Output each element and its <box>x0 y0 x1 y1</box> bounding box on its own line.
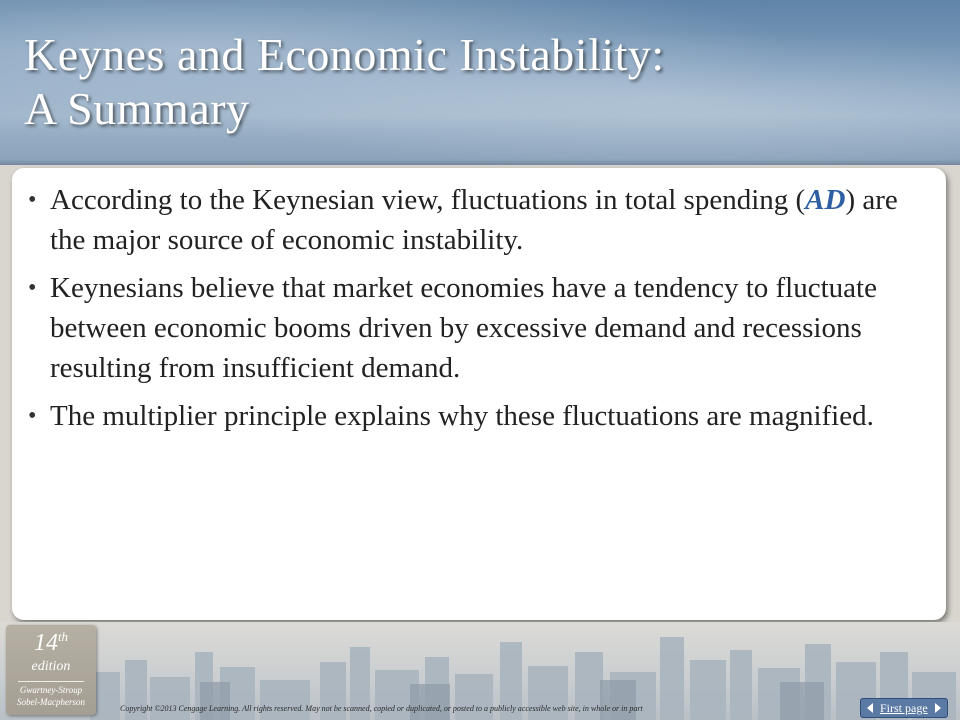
bullet-text: The multiplier principle explains why these fluctuations are magnified. <box>50 400 874 432</box>
first-page-label[interactable]: First page <box>880 700 928 715</box>
bullet-item <box>28 180 932 260</box>
content-panel <box>12 168 946 620</box>
bullet-text: ) are the major source of economic instability. <box>50 184 898 256</box>
title-banner <box>0 0 960 165</box>
bullet-item <box>28 396 932 436</box>
edition-badge <box>6 625 96 715</box>
title-line-2: A Summary <box>24 83 250 134</box>
bullet-list <box>12 168 946 436</box>
first-page-button[interactable] <box>860 698 948 718</box>
bullet-marker: • <box>28 403 37 429</box>
title-line-1: Keynes and Economic Instability: <box>24 29 665 80</box>
author-line-1: Gwartney-Stroup <box>19 685 83 695</box>
authors <box>6 684 96 708</box>
copyright-notice: Copyright ©2013 Cengage Learning. All rights reserved. May not be scanned, copied or duplicated, or posted to a publicly accessible web site, in whole or in part <box>120 704 643 713</box>
back-arrow-icon[interactable] <box>864 701 878 715</box>
edition-number <box>6 629 96 657</box>
bullet-item <box>28 268 932 388</box>
bullet-text: According to the Keynesian view, fluctuations in total spending ( <box>50 184 806 216</box>
bullet-marker: • <box>28 187 37 213</box>
ad-emphasis: AD <box>805 184 846 216</box>
bullet-marker: • <box>28 275 37 301</box>
forward-arrow-icon[interactable] <box>930 701 944 715</box>
bullet-text: Keynesians believe that market economies have a tendency to fluctuate between economic booms driven by excessive demand and recessions resulting from insufficient demand. <box>50 272 877 384</box>
edition-divider <box>18 681 84 682</box>
edition-number-text: 14 <box>33 630 58 656</box>
edition-label: edition <box>31 659 71 674</box>
edition-suffix: th <box>57 629 69 644</box>
slide-title <box>24 28 665 136</box>
author-line-2: Sobel-Macpherson <box>17 697 85 707</box>
